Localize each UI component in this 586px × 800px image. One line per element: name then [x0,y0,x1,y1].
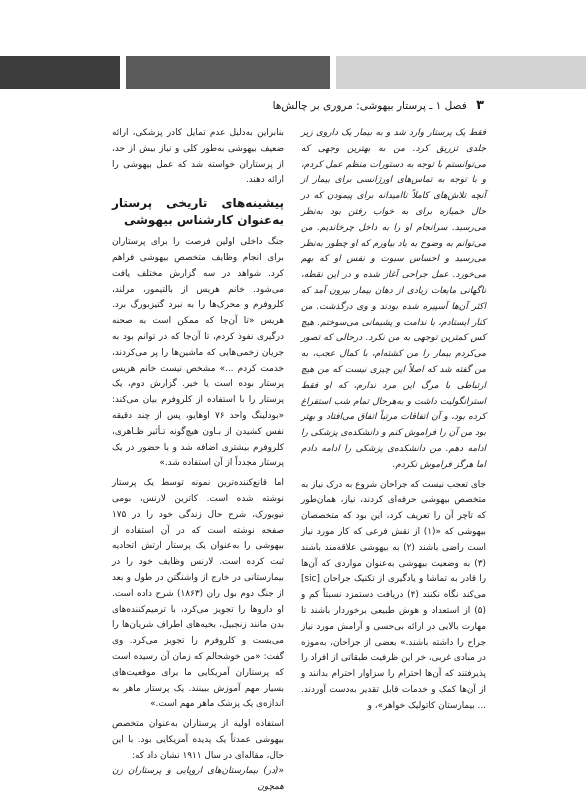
italic-continuation: «(در) بیمارستان‌های اروپایی و پرستاران زن همچون [112,766,284,793]
body-paragraph: جنگ داخلی اولین فرصت را برای پرستاران برای انجام وظایف متخصص بیهوشی فراهم کرد. شواهد در سه گزارش مختلف یافت می‌شود. خانم هریس از بالتیمور، مرلند، کلروفرم و محرک‌ها را به نبرد گتیزبورگ برد. هریس «تا آن‌جا که ممکن است به صحنه درگیری نفوذ کردم، تا آن‌جا که در توانم بود به جریان زخمی‌هایی که ماشین‌ها را پر می‌کردند، خدمت کردم ...» مشخص نیست خانم هریس پرستار بوده است یا خیر. گزارش دوم، یک پرستار را با استفاده از کلروفرم بیان می‌کند: «بودلینگ واحد ۷۶ اوهایو، پس از چند دقیقه نفس کشیدن از بـاون هیچ‌گونه تـأثیر ظـاهری، کلروفرم بیشتری اضافه شد و با حضور در یک پرستار مجدداً از آن استفاده شد.» [112,237,285,469]
page-number: ۳ [476,98,484,113]
header-band-light-block [336,56,586,89]
running-head [134,97,484,115]
left-column [112,126,284,800]
header-band-mid-block [126,56,330,89]
body-paragraph [112,717,284,796]
right-column [301,126,486,718]
block-quote: فقط یک پرستار وارد شد و به بیمار یک داروی زیر جلدی تزریق کرد. من به بهترین وجهی که می‌توانستم با توجه به دستورات منظم عمل کردم، و با توجه به تماس‌های اورژانسی برای بیمار از آنچه تلاش‌های کاملاً ناامیدانه برای پیمودن که در حال خمیازه برای به خواب رفتن بود به‌نظر می‌رسید. سرانجام او را به داخل چرخاندیم. من می‌توانم به وضوح به یاد بیاورم که او چطور به‌نظر می‌رسید و احساس سبوت و نفس او که بهم می‌خورد. عمل جراحی آغاز شده و در این نقطه، ناگهانی مایعات زیادی از دهان بیمار بیرون آمد که اکثر آن‌ها آسپیره شده بودند و وی درگذشت. من کنار ایستادم، با ندامت و پشیمانی می‌سوختم. هیچ کس کمترین توجهی به من نکرد. درحالی که تصور می‌کردم بیمار را من کشته‌ام، با کمال عجب، به من گفته شد که اصلاً این چیزی نیست که من هیچ ارتباطی با مرگ این مرد ندارم، که او فقط استرانگولیت داشت و به‌هرحال تمام شب استفراغ کرده بود، و آن اتفاقات مرتباً اتفاق می‌افتاد و بهتر بود من آن را فراموش کنم و دانشکده‌ی پزشکی را ادامه دهم. من دانشکده‌ی پزشکی را ادامه دادم اما هرگز فراموش نکردم. [301,128,486,470]
body-paragraph: جای تعجب نیست که جراحان شروع به درک نیاز به متخصص بیهوشی حرفه‌ای کردند، نیاز، همان‌طور که تاچر آن را تعریف کرد، این بود که متخصصان بیهوشی که «(۱) از نقش فرعی که کار مورد نیاز است راضی باشند (۲) به بیهوشی علاقه‌مند باشند (۳) به وضعیت بیهوشی به‌عنوان مواردی که آن‌ها را قادر به تماشا و یادگیری از تکنیک جراحان [sic] می‌کند نگاه نکنند (۴) دریافت دستمزد نسبتاً کم و (۵) از استعداد و هوش طبیعی برخوردار باشند تا مهارت بالایی در ارائه بی‌حسی و آرامش مورد نیاز جراح را داشته باشند.» بعضی از جراحان، به‌موزه در مبادی غربی، خر این ظرفیت طبقاتی از افراد را پذیرفتند که آن‌ها احترام را سزاوار احترام بدانند و از آن‌ها کمک و خدمات قابل تقدیر به‌دست آوردند. ... بیمارستان کاتولیک خواهر»، و [301,479,486,711]
section-heading: پیشینه‌های تاریخی پرستار به‌عنوان کارشناس بیهوشی [112,196,284,228]
body-paragraph-text: استفاده اولیه از پرستاران به‌عنوان متخصص بیهوشی عمدتاً یک پدیده آمریکایی بود. با این حال، مقاله‌ای در سال ۱۹۱۱ نشان داد که: [112,719,284,761]
chapter-title: فصل ۱ ـ پرستار بیهوشی: مروری بر چالش‌ها [272,100,467,112]
body-paragraph: اما قانع‌کننده‌ترین نمونه توسط یک پرستار نوشته شده است. کاترین لارنس، بومی نیویورک، شرح حال زندگی خود را در ۱۷۵ صفحه نوشته است که در آن استفاده از بیهوشی را به‌عنوان یک پرستار ارتش اتحادیه ثبت کرده است. لارنس وظایف خود را در بیمارستانی در خارج از واشنگتن در طول و بعد از جنگ دوم بول ران (۱۸۶۳) شرح داده است. او داروها را تجویز می‌کرد، با ترمیم‌کننده‌های بدن مانند زنجبیل، بخیه‌های اطراف شریان‌ها را می‌بست و کلروفرم را تجویز می‌کرد. وی گفت: «من خوشحالم که زمان آن رسیده است که پرستاران آمریکایی ما برای موقعیت‌های بسیار مهم آموزش ببینند. یک پرستار ماهر به اندازه‌ی یک پزشک ماهر مهم است.» [112,478,284,710]
header-band-dark-block [0,56,120,89]
intro-paragraph: بنابراین به‌دلیل عدم تمایل کادر پزشکی، ارائه ضعیف بیهوشی به‌طور کلی و نیاز بیش از حد، از پرستاران خواسته شد که عمل بیهوشی را ارائه دهند. [112,128,284,186]
header-band [0,56,586,89]
